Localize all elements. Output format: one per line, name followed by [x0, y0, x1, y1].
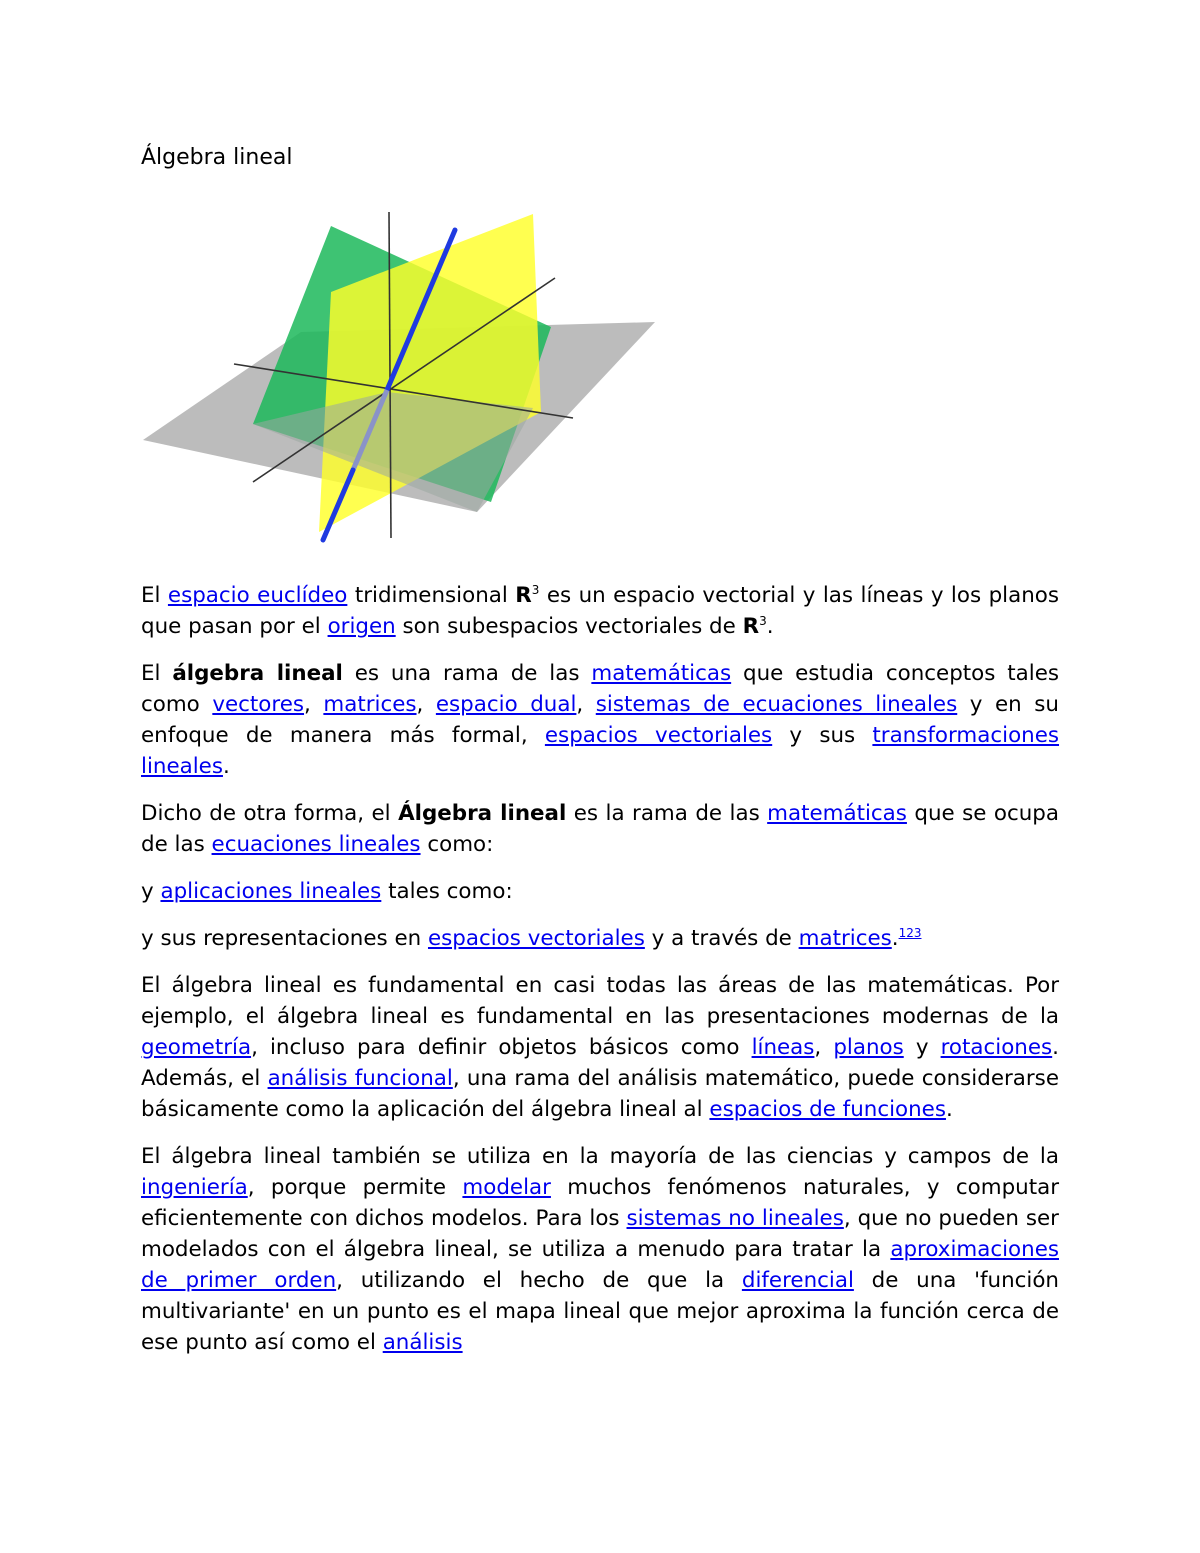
link-transformaciones-lineales[interactable]: transformaciones lineales	[141, 723, 1060, 779]
text: , una rama del análisis matemático, puede considerarse básicamente como la aplicación del álgebra lineal al	[141, 1066, 1059, 1122]
text: .	[891, 926, 899, 951]
figure-caption	[141, 580, 1059, 642]
bold-r: R	[515, 583, 532, 608]
article-body	[141, 580, 1059, 1374]
text: ,	[416, 692, 436, 717]
text: tridimensional	[347, 583, 516, 608]
text: y	[903, 1035, 941, 1060]
text: que estudia conceptos tales como	[141, 661, 1060, 717]
link-aplicaciones-lineales[interactable]: aplicaciones lineales	[160, 879, 382, 904]
paragraph-ciencias	[141, 1141, 1059, 1358]
text: y sus representaciones en	[141, 926, 428, 951]
paragraph-definition	[141, 658, 1059, 782]
text: ,	[576, 692, 596, 717]
link-modelar[interactable]: modelar	[462, 1175, 551, 1200]
planes-intersecting-at-origin-icon	[141, 212, 661, 552]
text: muchos fenómenos naturales, y computar eficientemente con dichos modelos. Para los	[141, 1175, 1060, 1231]
text: , incluso para definir objetos básicos como	[251, 1035, 752, 1060]
link-vectores[interactable]: vectores	[212, 692, 305, 717]
text: es la rama de las	[566, 801, 768, 826]
text: y a través de	[644, 926, 799, 951]
link-ecuaciones-lineales[interactable]: ecuaciones lineales	[211, 832, 421, 857]
text: Dicho de otra forma, el	[141, 801, 399, 826]
text: y en su enfoque de manera más formal,	[141, 692, 1059, 748]
link-matematicas[interactable]: matemáticas	[591, 661, 732, 686]
text: tales como:	[381, 879, 513, 904]
link-espacios-vectoriales[interactable]: espacios vectoriales	[427, 926, 645, 951]
link-sistemas-no-lineales[interactable]: sistemas no lineales	[626, 1206, 844, 1231]
paragraph-otra-forma	[141, 798, 1059, 860]
bold-term: álgebra lineal	[172, 661, 343, 686]
link-ingenieria[interactable]: ingeniería	[141, 1175, 248, 1200]
text: , que no pueden ser modelados con el álgebra lineal, se utiliza a menudo para tratar la	[141, 1206, 1059, 1262]
link-matrices[interactable]: matrices	[323, 692, 417, 717]
link-matematicas[interactable]: matemáticas	[767, 801, 907, 826]
link-espacios-vectoriales[interactable]: espacios vectoriales	[544, 723, 773, 748]
paragraph-representaciones	[141, 923, 1059, 954]
link-lineas[interactable]: líneas	[751, 1035, 815, 1060]
link-diferencial[interactable]: diferencial	[741, 1268, 854, 1293]
text: El álgebra lineal también se utiliza en la mayoría de las ciencias y campos de la	[141, 1144, 1059, 1169]
text: como:	[420, 832, 494, 857]
bold-r: R	[742, 614, 760, 639]
text: ,	[814, 1035, 834, 1060]
link-analisis[interactable]: análisis	[382, 1330, 463, 1355]
bold-term: Álgebra lineal	[398, 801, 567, 826]
link-geometria[interactable]: geometría	[141, 1035, 252, 1060]
link-sistemas-ecuaciones[interactable]: sistemas de ecuaciones lineales	[595, 692, 958, 717]
text: son subespacios vectoriales de	[395, 614, 743, 639]
link-espacio-dual[interactable]: espacio dual	[435, 692, 577, 717]
text: .	[945, 1097, 953, 1122]
link-espacios-de-funciones[interactable]: espacios de funciones	[709, 1097, 946, 1122]
text: El	[141, 661, 173, 686]
text: .	[766, 614, 774, 639]
link-matrices[interactable]: matrices	[798, 926, 892, 951]
superscript: 3	[759, 613, 767, 628]
text: El	[141, 583, 168, 608]
text: El álgebra lineal es fundamental en casi todas las áreas de las matemáticas. Por ejemplo, el álgebra lineal es fundamental en las presentaciones modernas de la	[141, 973, 1059, 1029]
text: . Además, el	[141, 1035, 1059, 1091]
link-planos[interactable]: planos	[833, 1035, 904, 1060]
text: , utilizando el hecho de que la	[336, 1268, 742, 1293]
text: .	[222, 754, 230, 779]
text: ,	[304, 692, 324, 717]
superscript: 3	[531, 582, 540, 597]
text: y	[141, 879, 161, 904]
text: y sus	[772, 723, 873, 748]
link-analisis-funcional[interactable]: análisis funcional	[267, 1066, 453, 1091]
text: es una rama de las	[342, 661, 592, 686]
text: , porque permite	[247, 1175, 463, 1200]
paragraph-fundamental	[141, 970, 1059, 1125]
text: de una 'función multivariante' en un punto es el mapa lineal que mejor aproxima la función cerca de ese punto así como el	[141, 1268, 1059, 1355]
reference-link[interactable]: 123	[898, 925, 922, 940]
link-origen[interactable]: origen	[327, 614, 396, 639]
page-title: Álgebra lineal	[141, 145, 293, 170]
text: es un espacio vectorial y las líneas y los planos que pasan por el	[141, 583, 1059, 639]
link-rotaciones[interactable]: rotaciones	[940, 1035, 1053, 1060]
paragraph-aplicaciones	[141, 876, 1059, 907]
link-espacio-euclideo[interactable]: espacio euclídeo	[167, 583, 348, 608]
link-aproximaciones-primer-orden[interactable]: aproximaciones de primer orden	[141, 1237, 1059, 1293]
text: que se ocupa de las	[141, 801, 1059, 857]
